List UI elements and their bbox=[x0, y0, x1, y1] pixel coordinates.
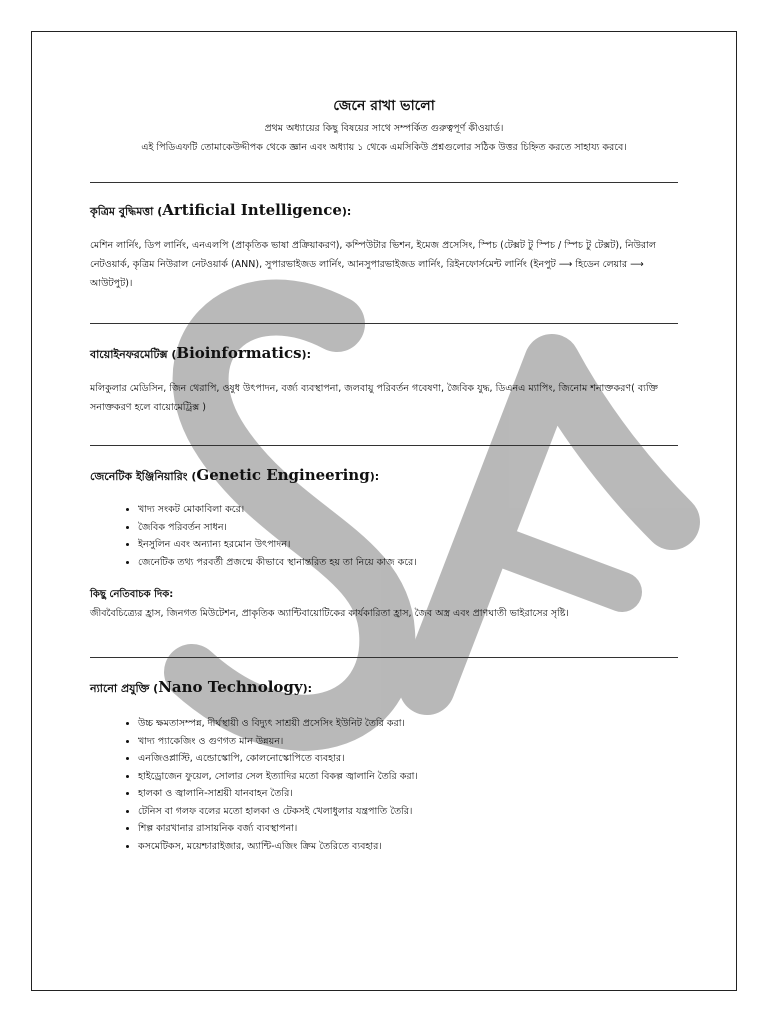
section-divider bbox=[90, 323, 678, 324]
section-title-bn: বায়োইনফরমেটিক্স ( bbox=[90, 348, 177, 361]
section-body-ai: মেশিন লার্নিং, ডিপ লার্নিং, এনএলপি (প্রাকৃতিক ভাষা প্রক্রিয়াকরণ), কম্পিউটার ভিশন, ইমেজ প্রসেসিং, স্পিচ (টেক্সট টু স্পিচ / স্পিচ টু টেক্সট), নিউরাল নেটওয়ার্ক, কৃত্রিম নিউরাল নেটওয়ার্ক (ANN), সুপারভাইজড লার্নিং, আনসুপারভাইজড লার্নিং, রিইনফোর্সমেন্ট লার্নিং (ইনপুট ⟶ হিডেন লেয়ার ⟶ আউটপুট)। bbox=[90, 240, 656, 289]
list-item: • জেনেটিক তথ্য পরবর্তী প্রজন্মে কীভাবে স্থানান্তরিত হয় তা নিয়ে কাজ করে। bbox=[138, 554, 678, 572]
negative-aspects-title: কিছু নেতিবাচক দিক: bbox=[90, 589, 174, 600]
section-title-bn: কৃত্রিম বুদ্ধিমত্তা ( bbox=[90, 205, 163, 218]
section-title-bn: ন্যানো প্রযুক্তি ( bbox=[90, 682, 159, 695]
list-item: • উচ্চ ক্ষমতাসম্পন্ন, দীর্ঘস্থায়ী ও বিদ্যুৎ সাশ্রয়ী প্রসেসিং ইউনিট তৈরি করা। bbox=[138, 715, 678, 733]
section-title-en: Genetic Engineering bbox=[196, 466, 370, 484]
section-title-en: Nano Technology bbox=[158, 678, 303, 696]
document-title: জেনে রাখা ভালো bbox=[333, 98, 435, 114]
list-item: • জৈবিক পরিবর্তন সাধন। bbox=[138, 519, 678, 537]
list-item: • শিল্প কারখানার রাসায়নিক বর্জ্য ব্যবস্থাপনা। bbox=[138, 820, 678, 838]
list-item: • খাদ্য প্যাকেজিং ও গুণগত মান উন্নয়ন। bbox=[138, 733, 678, 751]
section-title-ai bbox=[90, 201, 678, 222]
list-item: • হালকা ও জ্বালানি-সাশ্রয়ী যানবাহন তৈরি। bbox=[138, 785, 678, 803]
list-item: • কসমেটিকস, ময়েশ্চারাইজার, অ্যান্টি-এজিং ক্রিম তৈরিতে ব্যবহার। bbox=[138, 838, 678, 856]
section-title-genetic-engineering bbox=[90, 466, 678, 487]
section-title-end: ): bbox=[301, 348, 311, 361]
document-subtitle: প্রথম অধ্যায়ের কিছু বিষয়ের সাথে সম্পর্কিত গুরুত্বপূর্ণ কীওয়ার্ড। bbox=[264, 123, 504, 134]
nano-applications-list bbox=[90, 715, 678, 855]
list-item: • টেনিস বা গলফ বলের মতো হালকা ও টেকসই খেলাধুলার যন্ত্রপাতি তৈরি। bbox=[138, 803, 678, 821]
negative-aspects-body: জীববৈচিত্র্যের হ্রাস, জিনগত মিউটেশন, প্রাকৃতিক অ্যান্টিবায়োটিকের কার্যকারিতা হ্রাস, জৈব অস্ত্র এবং প্রাণঘাতী ভাইরাসের সৃষ্টি। bbox=[90, 608, 569, 619]
section-divider bbox=[90, 182, 678, 183]
list-item: • খাদ্য সংকট মোকাবিলা করে। bbox=[138, 501, 678, 519]
list-item: • ইনসুলিন এবং অন্যান্য হরমোন উৎপাদন। bbox=[138, 536, 678, 554]
section-divider bbox=[90, 657, 678, 658]
section-title-bn: জেনেটিক ইঞ্জিনিয়ারিং ( bbox=[90, 470, 197, 483]
section-title-nano-technology bbox=[90, 678, 678, 699]
section-title-end: ): bbox=[369, 470, 380, 483]
section-title-end: ): bbox=[341, 205, 352, 218]
document-intro: এই পিডিএফটি তোমাকেউদ্দীপক থেকে জ্ঞান এবং অধ্যায় ১ থেকে এমসিকিউ প্রশ্নগুলোর সঠিক উত্তর চিহ্নিত করতে সাহায্য করবে। bbox=[141, 142, 627, 153]
document-page bbox=[31, 31, 737, 991]
list-item: • এনজিওপ্লাস্টি, এন্ডোস্কোপি, কোলনোস্কোপিতে ব্যবহার। bbox=[138, 750, 678, 768]
section-body-bioinformatics: মলিকুলার মেডিসিন, জিন থেরাপি, ওষুধ উৎপাদন, বর্জ্য ব্যবস্থাপনা, জলবায়ু পরিবর্তন গবেষণা, জৈবিক যুদ্ধ, ডিএনএ ম্যাপিং, জিনোম শনাক্তকরণ( ব্যক্তি সনাক্তকরণ হলে বায়োমেট্রিক্স ) bbox=[90, 383, 658, 413]
section-title-en: Artificial Intelligence bbox=[162, 201, 342, 219]
section-title-end: ): bbox=[302, 682, 313, 695]
section-title-bioinformatics bbox=[90, 344, 678, 365]
section-title-en: Bioinformatics bbox=[176, 344, 302, 362]
section-divider bbox=[90, 445, 678, 446]
document-content bbox=[90, 94, 678, 855]
list-item: • হাইড্রোজেন ফুয়েল, সোলার সেল ইত্যাদির মতো বিকল্প জ্বালানি তৈরি করা। bbox=[138, 768, 678, 786]
genetic-benefits-list bbox=[90, 501, 678, 571]
